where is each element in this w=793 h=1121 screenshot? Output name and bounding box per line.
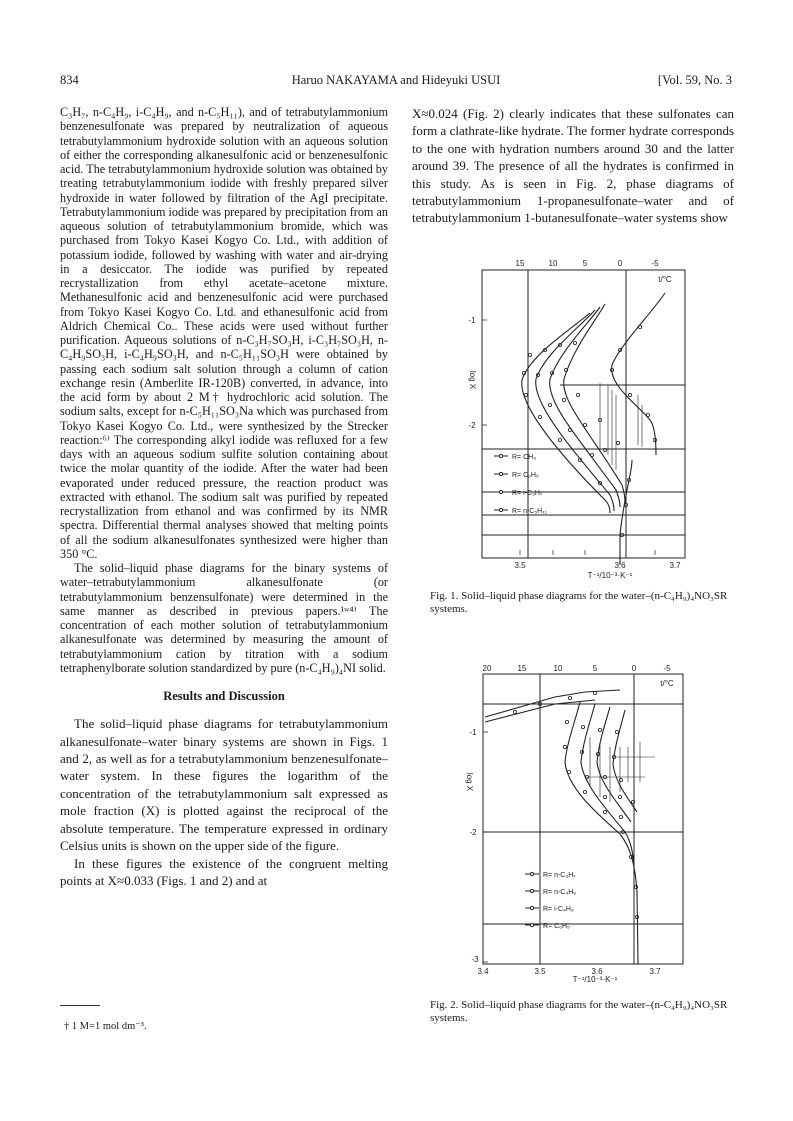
tick-label: -2 xyxy=(469,828,477,837)
tick-label: 3.6 xyxy=(591,967,603,976)
tick-label: 15 xyxy=(515,259,525,268)
legend-label: R= C₂H₅ xyxy=(512,472,539,479)
paragraph: In these figures the existence of the congruent melting points at X≈0.033 (Figs. 1 and 2) and at xyxy=(60,855,388,888)
running-title: Haruo NAKAYAMA and Hideyuki USUI xyxy=(291,73,501,87)
tick-label: 3.7 xyxy=(669,561,681,570)
tick-label: 3.6 xyxy=(614,561,626,570)
legend-label: R= i-C₄H₉ xyxy=(543,906,574,913)
volume-info: [Vol. 59, No. 3 xyxy=(657,73,732,87)
x-axis-label: T⁻¹/10⁻³·K⁻¹ xyxy=(572,975,618,984)
footnote-rule xyxy=(60,1005,100,1006)
tick-label: 5 xyxy=(582,259,588,268)
tick-label: -2 xyxy=(468,421,476,430)
paragraph: The solid–liquid phase diagrams for the binary systems of water–tetrabutylammonium alkanesulfonate (or tetrabutylammonium benzensulfonate) were determined in the same manner as described in previous papers.¹ʷ⁴⁾ The concentration of each mother solution of tetrabutylammonium alkanesulfonate was determined by measuring the amount of tetrabutylammonium cation by titration with a sodium tetraphenylborate solution standardized by pure (n-C₄H₉)₄NI solid. xyxy=(60,561,388,675)
legend-label: R= n-C₃H₇ xyxy=(543,872,576,879)
footnote: † 1 M=1 mol dm⁻³. xyxy=(64,1021,147,1032)
page-number: 834 xyxy=(60,73,79,87)
paragraph: X≈0.024 (Fig. 2) clearly indicates that these sulfonates can form a clathrate-like hydrate. The former hydrate corresponds to the one with hydration numbers around 30 and the latter around 39. The presence of all the hydrates is confirmed in this study. As is seen in Fig. 2, phase diagrams of tetrabutylammonium 1-propanesulfonate–water and of tetrabutylammonium 1-butanesulfonate–water systems show xyxy=(412,106,734,226)
tick-label: -5 xyxy=(663,664,671,673)
y-axis-label: log X xyxy=(468,370,477,390)
tick-label: 3.5 xyxy=(514,561,526,570)
legend-label: R= C₆H₅ xyxy=(543,923,570,930)
page-header xyxy=(60,73,732,89)
tick-label: 3.4 xyxy=(477,967,489,976)
paragraph: C₃H₇, n-C₄H₉, i-C₄H₉, and n-C₅H₁₁), and of tetrabutylammonium benzenesulfonate was prepared by neutralization of aqueous tetrabutylammonium hydroxide solution with an aqueous solution of either the corresponding alkanesulfonic acid or benzenesulfonic acid. The tetrabutylammonium hydroxide solution was obtained by treating tetrabutylammonium iodide with freshly prepared silver hydroxide in water followed by filtration of the AgI precipitate. Tetrabutylammonium iodide was prepared by precipitation from an aqueous solution of tetrabutylammonium bromide, which was purchased from Tokyo Kasei Kogyo Co. Ltd., with addition of potassium iodide, followed by washing with water and air-drying in a desiccator. The iodide was purified by repeated recrystallization from ethyl acetate–acetone mixture. Methanesulfonic acid and benzenesulfonic acid were purchased from Tokyo Kasei Kogyo Co. Ltd. and ethanesulfonic acid from Aldrich Chemical Co.. These acids were used without further purification. Aqueous solutions of n-C₃H₇SO₃H, i-C₃H₇SO₃H, n-C₄H₉SO₃H, i-C₄H₉SO₃H, and n-C₅H₁₁SO₃H were obtained by passing each sodium salt solution through a column of cation exchange resin (Amberlite IR-120B) converted, in advance, into the acid form by about 2 M† hydrochloric acid solution. The sodium salts, except for n-C₅H₁₁SO₃Na which was purchased from Tokyo Kasei Kogyo Co. Ltd., were synthesized by the Strecker reaction:⁶⁾ The corresponding alkyl iodide was refluxed for a few days with an aqueous sodium sulfite solution containing about twice the molar quantity of the iodide. After the water had been evaporated under reduced pressure, the reaction product was extracted with ethanol. The sodium salt was purified by repeated recrystallization from ethanol and was confirmed by its NMR spectra. Differential thermal analyses showed that melting points of all the sodium alkanesulfonates synthesized were higher than 350 °C. xyxy=(60,105,388,561)
right-column xyxy=(412,105,734,227)
legend-label: R= n-C₅H₁₁ xyxy=(512,508,547,515)
tick-label: 3.5 xyxy=(534,967,546,976)
legend-label: R= i-C₃H₇ xyxy=(512,490,543,497)
tick-label: -1 xyxy=(468,316,476,325)
tick-label: -5 xyxy=(651,259,659,268)
tick-label: -3 xyxy=(471,955,479,964)
tick-label: 5 xyxy=(592,664,598,673)
section-heading: Results and Discussion xyxy=(163,689,285,703)
tick-label: -1 xyxy=(469,728,477,737)
figure-1-phase-diagram xyxy=(460,255,710,585)
figure-2-phase-diagram xyxy=(445,662,705,984)
plot-frame xyxy=(483,674,683,964)
tick-label: 10 xyxy=(553,664,563,673)
figure-1-caption: Fig. 1. Solid–liquid phase diagrams for the water–(n-C₄H₉)₄NO₃SR systems. xyxy=(430,590,728,615)
tick-label: 10 xyxy=(548,259,558,268)
legend-label: R= CH₃ xyxy=(512,454,537,461)
left-column xyxy=(60,105,388,889)
figure-2-caption: Fig. 2. Solid–liquid phase diagrams for the water–(n-C₄H₉)₄NO₃SR systems. xyxy=(430,999,728,1024)
tick-label: 20 xyxy=(482,664,492,673)
x-axis-label: T⁻¹/10⁻³·K⁻¹ xyxy=(587,571,633,580)
y-axis-label: log X xyxy=(465,772,474,792)
axis-unit: t/°C xyxy=(658,275,672,284)
paragraph: The solid–liquid phase diagrams for tetrabutylammonium alkanesulfonate–water binary systems are shown in Figs. 1 and 2, as well as for a tetrabutylammonium benzenesulfonate–water system. In these figures the logarithm of the concentration of the tetrabutylammonium salt expressed as mole fraction (X) is plotted against the reciprocal of the absolute temperature. The temperature expressed in ordinary Celsius units is shown on the upper side of the figure. xyxy=(60,716,388,854)
tick-label: 0 xyxy=(631,664,637,673)
axis-unit: t/°C xyxy=(660,679,674,688)
tick-label: 0 xyxy=(617,259,623,268)
legend-label: R= n-C₄H₉ xyxy=(543,889,577,896)
tick-label: 3.7 xyxy=(649,967,661,976)
tick-label: 15 xyxy=(517,664,527,673)
